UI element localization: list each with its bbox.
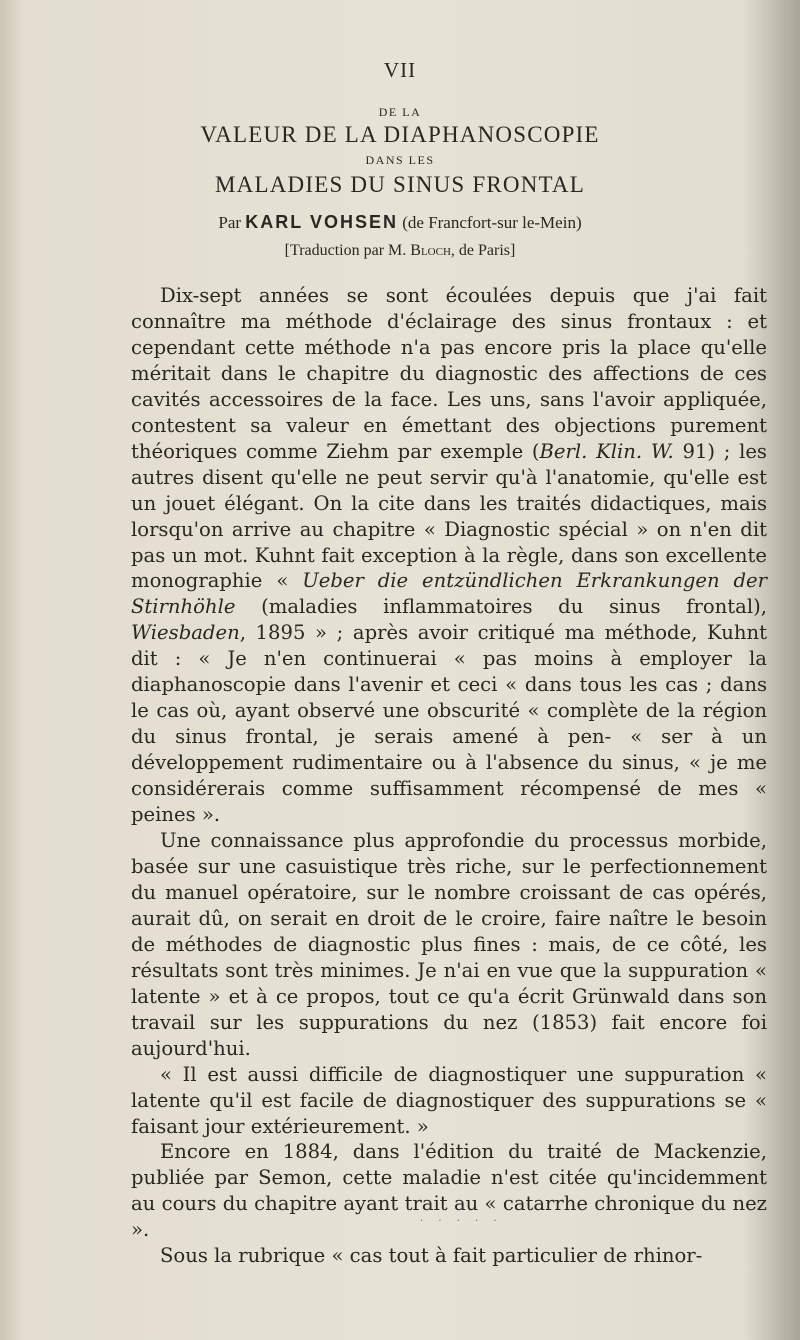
p1-text-c: 91) ; les autres disent qu'elle ne peut servir qu'à l'anatomie, qu'elle est un jouet élégant. On la cite dans les traités didactiques, mais lorsqu'on arrive au chapitre « Diagnostic spécial » on n'en dit pas un mot. Kuhnt fait exception à la règle, dans son excellente monographie « (131, 439, 767, 593)
p1-citation-journal: Berl. Klin. W. (539, 439, 674, 463)
author-affiliation: (de Francfort-sur le-Mein) (402, 213, 582, 232)
chapter-numeral: VII (383, 58, 417, 82)
p1-monograph-title: Ueber die entzündlichen Erkrankungen der Stirnhöhle (131, 569, 767, 619)
p1-text-e: (maladies inflammatoires du sinus frontal), (235, 595, 767, 619)
page-smudge-dots: · · · · · (420, 1216, 503, 1227)
translation-suffix: , de Paris] (450, 242, 516, 259)
byline-par: Par (218, 213, 242, 232)
paragraph-5: Sous la rubrique « cas tout à fait particulier de rhinor- (160, 1244, 703, 1268)
title-dans-les: DANS LES (365, 153, 435, 167)
paragraph-1 (131, 283, 767, 828)
title-line-1: VALEUR DE LA DIAPHANOSCOPIE (200, 122, 600, 147)
title-line-2: MALADIES DU SINUS FRONTAL (215, 172, 585, 197)
paragraph-3: « Il est aussi difficile de diagnostiquer une suppuration « latente qu'il est facile de diagnostiquer des suppurations se « faisant jour extérieurement. » (131, 1062, 767, 1138)
translation-credit (0, 242, 800, 260)
p1-text-a: Dix-sept années se sont écoulées depuis que j'ai fait connaître ma méthode d'éclairage des sinus frontaux : et cependant cette méthode n'a pas encore pris la place qu'elle méritait dans le chapitre du diagnostic des affections de ces cavités accessoires de la face. Les uns, sans l'avoir appliquée, contestent sa valeur en émettant des objections purement théoriques comme Ziehm par exemple ( (131, 284, 767, 463)
byline (0, 212, 800, 233)
p1-place: Wiesbaden (131, 621, 240, 645)
translation-prefix: [Traduction par M. (284, 242, 407, 259)
translator-name: Bloch (410, 242, 451, 259)
body-text (131, 283, 767, 1269)
title-de-la: DE LA (378, 105, 422, 119)
paragraph-2: Une connaissance plus approfondie du processus morbide, basée sur une casuistique très riche, sur le perfectionnement du manuel opératoire, sur le nombre croissant de cas opérés, aurait dû, on serait en droit de le croire, faire naître le besoin de méthodes de diagnostic plus fines : mais, de ce côté, les résultats sont très minimes. Je n'ai en vue que la suppuration « latente » et à ce propos, tout ce qu'a écrit Grünwald dans son travail sur les suppurations du nez (1853) fait encore foi aujourd'hui. (131, 829, 767, 1060)
paragraph-4: Encore en 1884, dans l'édition du traité de Mackenzie, publiée par Semon, cette maladie n'est citée qu'incidemment au cours du chapitre ayant trait au « catarrhe chronique du nez ». (131, 1140, 767, 1242)
author-name: KARL VOHSEN (245, 212, 398, 232)
p1-text-g: , 1895 » ; après avoir critiqué ma méthode, Kuhnt dit : « Je n'en continuerai « pas moins à employer la diaphanoscopie dans l'avenir et ceci « dans tous les cas ; dans le cas où, ayant observé une obscurité « complète de la région du sinus frontal, je serais amené à pen- « ser à un développement rudimentaire ou à l'absence du sinus, « je me considérerais comme suffisamment récompensé de mes « peines ». (131, 621, 767, 827)
